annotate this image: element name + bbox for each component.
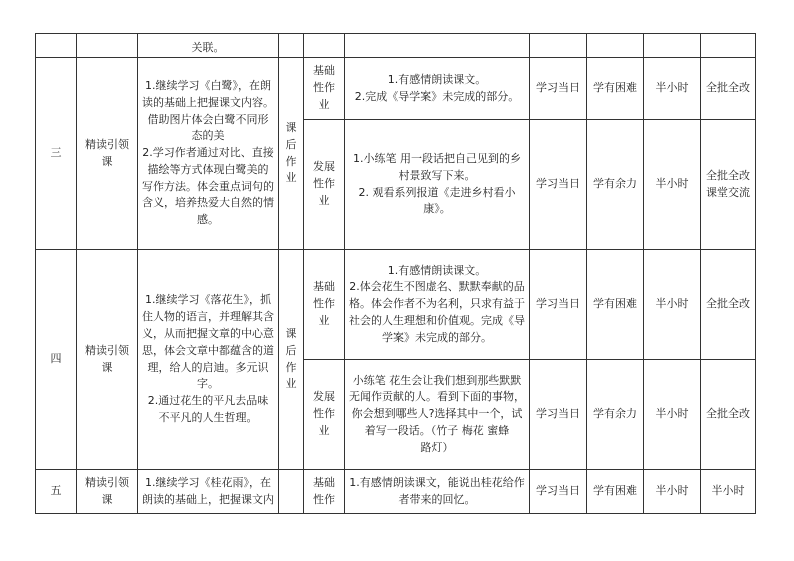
task-content-cell: 1.有感情朗读课文，能说出桂花给作 者带来的回忆。 (345, 470, 530, 514)
task-content-cell: 1.有感情朗读课文。 2.完成《导学案》未完成的部分。 (345, 58, 530, 120)
hw-category-cell: 课 后 作 业 (279, 250, 304, 470)
target-cell: 学有余力 (587, 120, 644, 250)
homework-plan-table (35, 33, 756, 514)
task-type-cell: 基础 性作 (304, 470, 345, 514)
hw-category-cell (279, 470, 304, 514)
duration-cell: 半小时 (644, 360, 701, 470)
target-cell (587, 34, 644, 58)
target-cell: 学有困难 (587, 250, 644, 360)
table-row (36, 34, 756, 58)
task-type-cell: 发展 性作 业 (304, 360, 345, 470)
target-cell: 学有困难 (587, 470, 644, 514)
grading-cell: 全批全改 (701, 360, 756, 470)
lesson-goals-cell: 1.继续学习《落花生》，抓 住人物的语言，并理解其含 义，从而把握文章的中心意 思，体会文章中都蕴含的道 理，给人的启迪。多元识字。 2.通过花生的平凡去品味 不平凡的人生哲理。 (138, 250, 279, 470)
unit-cell: 四 (36, 250, 77, 470)
task-content-cell (345, 34, 530, 58)
lesson-type-cell: 精读引领 课 (77, 470, 138, 514)
lesson-goals-cell: 1.继续学习《白鹭》，在朗 读的基础上把握课文内容。 借助图片体会白鹭不同形 态的美 2.学习作者通过对比、直接 描绘等方式体现白鹭美的 写作方法。体会重点词句的 含义，培养热爱大自然的情 感。 (138, 58, 279, 250)
unit-cell: 五 (36, 470, 77, 514)
grading-cell: 全批全改 (701, 58, 756, 120)
table-row (36, 470, 756, 514)
task-type-cell: 基础 性作 业 (304, 58, 345, 120)
time-cell: 学习当日 (530, 250, 587, 360)
task-type-cell (304, 34, 345, 58)
lesson-type-cell (77, 34, 138, 58)
time-cell: 学习当日 (530, 58, 587, 120)
hw-category-cell: 课 后 作 业 (279, 58, 304, 250)
lesson-type-cell: 精读引领 课 (77, 250, 138, 470)
time-cell: 学习当日 (530, 360, 587, 470)
target-cell: 学有困难 (587, 58, 644, 120)
duration-cell: 半小时 (644, 470, 701, 514)
lesson-type-cell: 精读引领 课 (77, 58, 138, 250)
hw-category-cell (279, 34, 304, 58)
grading-cell: 半小时 (701, 470, 756, 514)
goal-fragment: 关联。 (138, 34, 279, 58)
grading-cell (701, 34, 756, 58)
duration-cell (644, 34, 701, 58)
task-content-cell: 1.小练笔 用一段话把自己见到的乡 村景致写下来。 2. 观看系列报道《走进乡村看小 康》。 (345, 120, 530, 250)
duration-cell: 半小时 (644, 58, 701, 120)
duration-cell: 半小时 (644, 250, 701, 360)
task-content-cell: 小练笔 花生会让我们想到那些默默 无闻作贡献的人。看到下面的事物， 你会想到哪些人?选择其中一个，试 着写一段话。（竹子 梅花 蜜蜂 路灯） (345, 360, 530, 470)
task-type-cell: 基础 性作 业 (304, 250, 345, 360)
unit-cell: 三 (36, 58, 77, 250)
time-cell: 学习当日 (530, 120, 587, 250)
unit-cell (36, 34, 77, 58)
duration-cell: 半小时 (644, 120, 701, 250)
target-cell: 学有余力 (587, 360, 644, 470)
task-content-cell: 1.有感情朗读课文。 2.体会花生不图虚名、默默奉献的品 格。体会作者不为名利，只求有益于 社会的人生理想和价值观。完成《导 学案》未完成的部分。 (345, 250, 530, 360)
time-cell: 学习当日 (530, 470, 587, 514)
table-row (36, 250, 756, 360)
grading-cell: 全批全改 (701, 250, 756, 360)
table-row (36, 58, 756, 120)
grading-cell: 全批全改 课堂交流 (701, 120, 756, 250)
time-cell (530, 34, 587, 58)
lesson-goals-cell: 1.继续学习《桂花雨》，在 朗读的基础上，把握课文内 (138, 470, 279, 514)
task-type-cell: 发展 性作 业 (304, 120, 345, 250)
